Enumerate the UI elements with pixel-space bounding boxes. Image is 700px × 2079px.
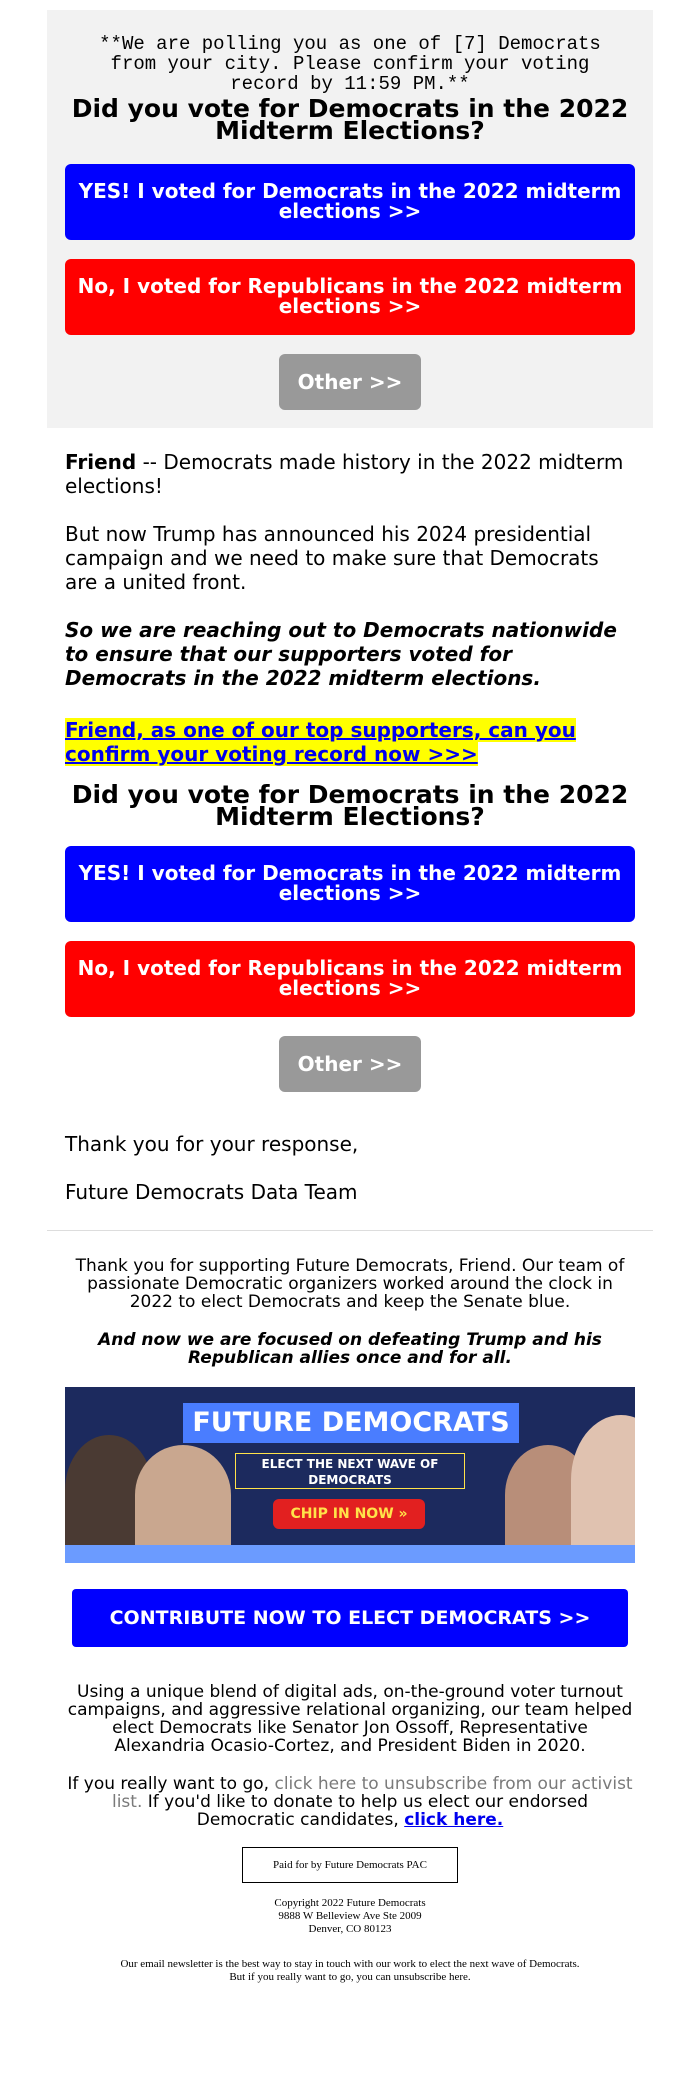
no-republicans-button[interactable]: No, I voted for Republicans in the 2022 midterm elections >> <box>65 259 635 335</box>
donate-link[interactable]: click here. <box>404 1810 504 1830</box>
footer <box>47 1257 653 1984</box>
leave-prefix: If you really want to go, <box>67 1774 275 1794</box>
paid-for-box: Paid for by Future Democrats PAC <box>242 1847 458 1883</box>
banner-subtitle: ELECT THE NEXT WAVE OF DEMOCRATS <box>235 1453 465 1489</box>
footer-focus-text: And now we are focused on defeating Trump and his Republican allies once and for all. <box>98 1330 602 1368</box>
signature: Future Democrats Data Team <box>65 1180 358 1204</box>
banner-strip <box>65 1545 635 1563</box>
poll-box <box>47 10 653 428</box>
body-copy <box>47 450 653 766</box>
yes-democrats-button-2[interactable]: YES! I voted for Democrats in the 2022 midterm elections >> <box>65 846 635 922</box>
email-container <box>47 10 653 1984</box>
banner-title: FUTURE DEMOCRATS <box>183 1403 519 1443</box>
future-democrats-banner[interactable] <box>65 1387 635 1563</box>
contribute-button[interactable]: CONTRIBUTE NOW TO ELECT DEMOCRATS >> <box>72 1589 628 1647</box>
outreach-text: So we are reaching out to Democrats nationwide to ensure that our supporters voted for Democrats in the 2022 midterm elections. <box>65 618 617 690</box>
poll-intro: **We are polling you as one of [7] Democrats from your city. Please confirm your voting record by 11:59 PM.** <box>99 33 601 95</box>
footer-focus <box>65 1331 635 1367</box>
chip-in-button[interactable]: CHIP IN NOW » <box>273 1499 425 1529</box>
no-republicans-button-2[interactable]: No, I voted for Republicans in the 2022 midterm elections >> <box>65 941 635 1017</box>
second-poll <box>47 780 653 1092</box>
newsletter-line-2[interactable]: But if you really want to go, you can unsubscribe here. <box>229 1971 471 1983</box>
leave-paragraph <box>65 1775 635 1829</box>
confirm-record-link[interactable]: Friend, as one of our top supporters, can you confirm your voting record now >>> <box>65 718 576 766</box>
address-line-1: 9888 W Belleview Ave Ste 2009 <box>278 1910 422 1922</box>
person-photo-left-2 <box>135 1445 231 1545</box>
outreach-paragraph <box>65 618 635 690</box>
poll-question-2: Did you vote for Democrats in the 2022 Midterm Elections? <box>71 780 629 831</box>
greeting <box>65 450 635 498</box>
poll-question: Did you vote for Democrats in the 2022 Midterm Elections? <box>71 94 629 145</box>
person-photo-right-2 <box>571 1415 635 1545</box>
copyright: Copyright 2022 Future Democrats <box>274 1897 426 1909</box>
divider <box>47 1230 653 1231</box>
confirm-link-line <box>65 718 635 766</box>
other-button-2[interactable]: Other >> <box>279 1036 421 1092</box>
trump-paragraph: But now Trump has announced his 2024 presidential campaign and we need to make sure that Democrats are a united front. <box>65 522 599 594</box>
blend-paragraph: Using a unique blend of digital ads, on-the-ground voter turnout campaigns, and aggressive relational organizing, our team helped elect Democrats like Senator Jon Ossoff, Representative Alexandria Ocasio-Cortez, and President Biden in 2020. <box>67 1682 633 1756</box>
yes-democrats-button[interactable]: YES! I voted for Democrats in the 2022 midterm elections >> <box>65 164 635 240</box>
thanks-text: Thank you for your response, <box>65 1132 359 1156</box>
newsletter-line-1: Our email newsletter is the best way to stay in touch with our work to elect the next wave of Democrats. <box>120 1958 580 1970</box>
greeting-text: -- Democrats made history in the 2022 midterm elections! <box>65 450 624 498</box>
footer-thanks: Thank you for supporting Future Democrats, Friend. Our team of passionate Democratic organizers worked around the clock in 2022 to elect Democrats and keep the Senate blue. <box>75 1256 625 1312</box>
donate-text: If you'd like to donate to help us elect our endorsed Democratic candidates, <box>142 1792 589 1830</box>
address-line-2: Denver, CO 80123 <box>308 1923 392 1935</box>
signoff <box>47 1132 653 1204</box>
greeting-name: Friend <box>65 450 137 474</box>
other-button[interactable]: Other >> <box>279 354 421 410</box>
unsubscribe-link[interactable]: click here to unsubscribe from our activist list. <box>111 1774 633 1812</box>
